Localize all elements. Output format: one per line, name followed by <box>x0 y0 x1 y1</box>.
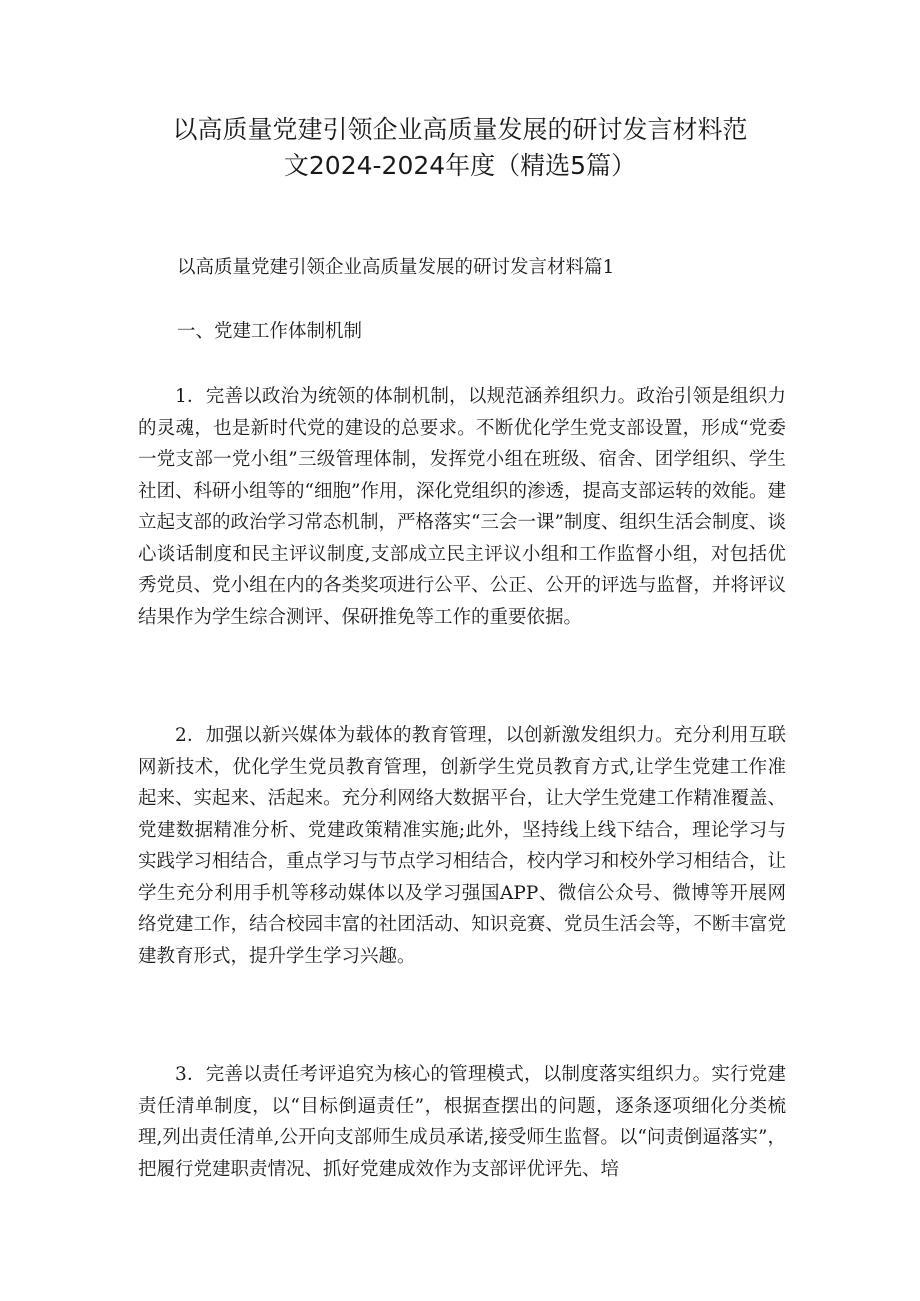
section-heading: 一、党建工作体制机制 <box>177 321 363 342</box>
title-line-1: 以高质量党建引领企业高质量发展的研讨发言材料范 <box>172 115 748 144</box>
title-line-2: 文2024-2024年度（精选5篇） <box>283 151 637 180</box>
paragraph-2: 2．加强以新兴媒体为载体的教育管理，以创新激发组织力。充分利用互联网新技术，优化学生党员教育管理，创新学生党员教育方式,让学生党建工作准起来、实起来、活起来。充分利网络大数据平台，让大学生党建工作精准覆盖、党建数据精准分析、党建政策精准实施;此外，坚持线上线下结合，理论学习与实践学习相结合，重点学习与节点学习相结合，校内学习和校外学习相结合，让学生充分利用手机等移动媒体以及学习强国APP、微信公众号、微博等开展网络党建工作，结合校园丰富的社团活动、知识竞赛、党员生活会等，不断丰富党建教育形式，提升学生学习兴趣。 <box>138 725 786 967</box>
article-subheading: 以高质量党建引领企业高质量发展的研讨发言材料篇1 <box>177 257 615 278</box>
document-title <box>140 112 780 184</box>
paragraph-3: 3．完善以责任考评追究为核心的管理模式，以制度落实组织力。实行党建责任清单制度，以“目标倒逼责任”，根据查摆出的问题，逐条逐项细化分类梳理,列出责任清单,公开向支部师生成员承诺,接受师生监督。以“问责倒逼落实”，把履行党建职责情况、抓好党建成效作为支部评优评先、培 <box>138 1064 786 1180</box>
paragraph-1: 1．完善以政治为统领的体制机制，以规范涵养组织力。政治引领是组织力的灵魂，也是新时代党的建设的总要求。不断优化学生党支部设置，形成“党委一党支部一党小组”三级管理体制，发挥党小组在班级、宿舍、团学组织、学生社团、科研小组等的“细胞”作用，深化党组织的渗透，提高支部运转的效能。建立起支部的政治学习常态机制，严格落实“三会一课”制度、组织生活会制度、谈心谈话制度和民主评议制度,支部成立民主评议小组和工作监督小组，对包括优秀党员、党小组在内的各类奖项进行公平、公正、公开的评选与监督，并将评议结果作为学生综合测评、保研推免等工作的重要依据。 <box>138 386 786 628</box>
